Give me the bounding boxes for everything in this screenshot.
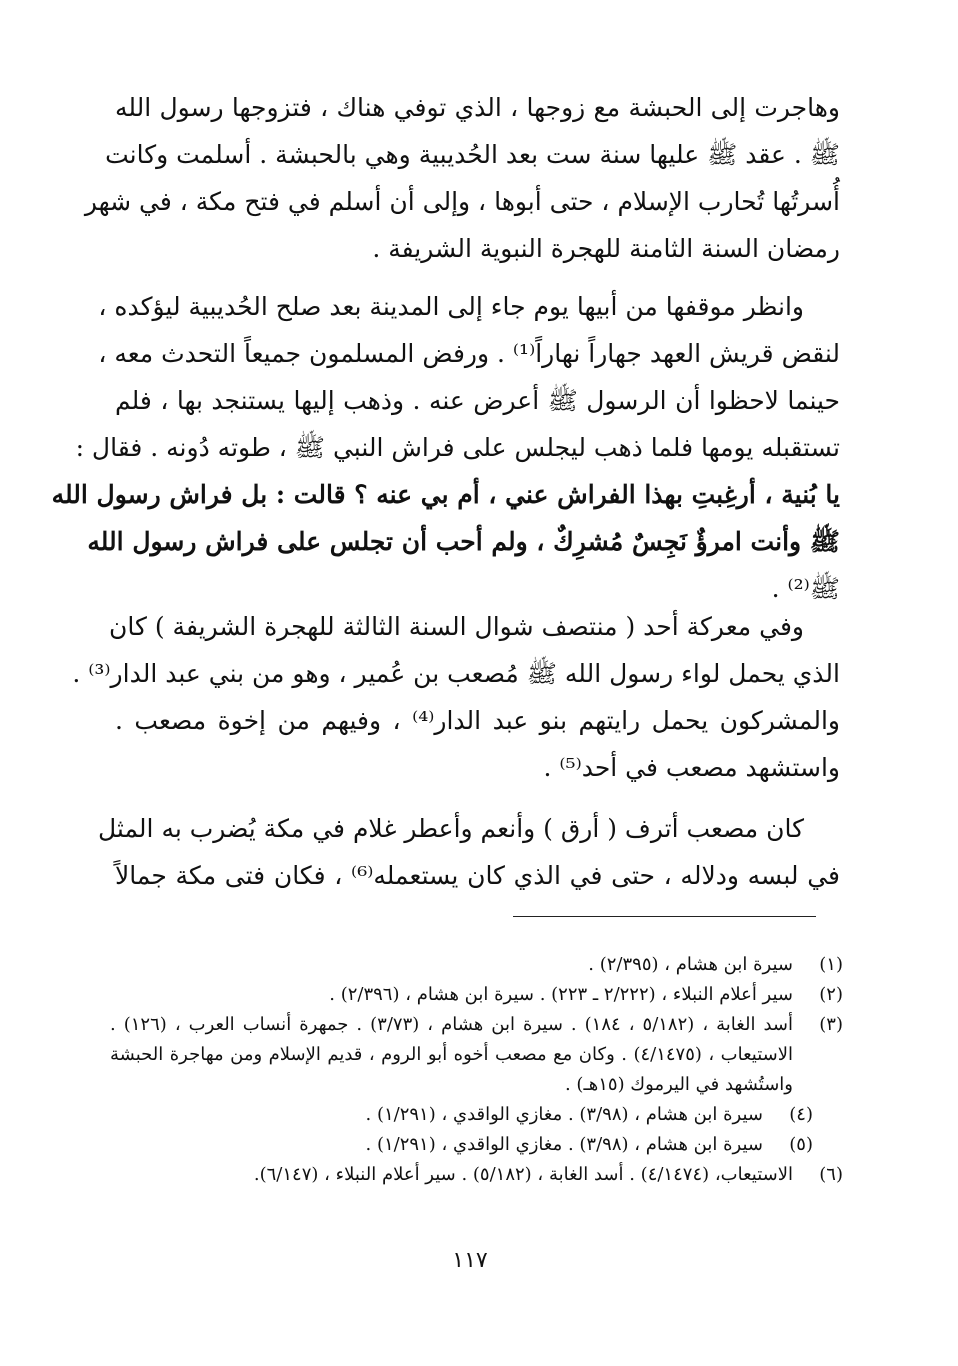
text-line: وانظر موقفها من أبيها يوم جاء إلى المدينة بعد صلح الحُديبية ليؤكده ، <box>98 292 804 321</box>
footnote-item <box>110 1100 843 1130</box>
footnote-item <box>110 980 843 1010</box>
text-line: تستقبله يومها فلما ذهب ليجلس على فراش النبي ﷺ ، طوته دُونه . فقال : <box>75 433 840 462</box>
text-line: ﷺ⁽²⁾ . <box>771 574 840 603</box>
text-line: في لبسه ودلاله ، حتى في الذي كان يستعمله⁽⁶⁾ ، فكان فتى مكة جمالاً <box>115 861 840 890</box>
footnote-item <box>110 1010 843 1100</box>
footnote-number: (٤) <box>789 1104 813 1125</box>
text-line: ﷺ وأنت امرؤٌ نَجِسٌ مُشرِكٌ ، ولم أحب أن تجلس على فراش رسول الله <box>87 527 840 556</box>
footnote-number: (١) <box>819 954 843 975</box>
paragraph-2 <box>51 283 840 612</box>
text-line: أُسرتُها تُحارب الإسلام ، حتى أبوها ، وإلى أن أسلم في فتح مكة ، في شهر <box>84 187 840 216</box>
text-line: ﷺ . عقد ﷺ عليها سنة ست بعد الحُديبية وهي بالحبشة . أسلمت وكانت <box>105 140 840 169</box>
footnote-divider <box>513 916 816 917</box>
text-line: الذي يحمل لواء رسول الله ﷺ مُصعب بن عُمير ، وهو من بني عبد الدار⁽³⁾ . <box>72 659 840 688</box>
footnote-item <box>110 1130 843 1160</box>
footnote-text: الاستيعاب، (٤/١٤٧٤) . أسد الغابة ، (٥/١٨٢) . سير أعلام النبلاء ، (٦/١٤٧). <box>253 1164 793 1185</box>
text-line: رمضان السنة الثامنة للهجرة النبوية الشريفة . <box>372 234 840 263</box>
footnote-number: (٦) <box>819 1164 843 1185</box>
paragraph-3 <box>72 603 840 791</box>
paragraph-4 <box>98 805 840 899</box>
text-line: وهاجرت إلى الحبشة مع زوجها ، الذي توفي هناك ، فتزوجها رسول الله <box>115 93 840 122</box>
text-line: والمشركون يحمل رايتهم بنو عبد الدار⁽⁴⁾ ، وفيهم من إخوة مصعب . <box>115 706 840 735</box>
footnote-number: (٢) <box>819 984 843 1005</box>
footnote-text: سيرة ابن هشام ، (٢/٣٩٥) . <box>588 954 793 975</box>
footnote-text: سيرة ابن هشام ، (٣/٩٨) . مغازي الواقدي ، (١/٢٩١) . <box>365 1134 763 1155</box>
footnote-text: سير أعلام النبلاء ، (٢/٢٢٢ ـ ٢٢٣) . سيرة ابن هشام ، (٢/٣٩٦) . <box>329 984 793 1005</box>
footnote-number: (٥) <box>789 1134 813 1155</box>
footnote-number: (٣) <box>819 1014 843 1035</box>
footnote-item <box>110 1160 843 1190</box>
paragraph-1 <box>84 84 840 272</box>
footnotes <box>110 950 843 1190</box>
footnote-item <box>110 950 843 980</box>
footnote-text: سيرة ابن هشام ، (٣/٩٨) . مغازي الواقدي ، (١/٢٩١) . <box>365 1104 763 1125</box>
text-line: يا بُنية ، أرغِبتِ بهذا الفراش عني ، أم بي عنه ؟ قالت : بل فراش رسول الله <box>51 480 840 509</box>
page-number: ١١٧ <box>452 1248 488 1273</box>
text-line: وفي معركة أحد ( منتصف شوال السنة الثالثة للهجرة الشريفة ) كان <box>109 612 804 641</box>
footnote-text: أسد الغابة ، (٥/١٨٢ ، ١٨٤) . سيرة ابن هشام ، (٣/٧٣) . جمهرة أنساب العرب ، (١٢٦) . الاستيعاب ، (٤/١٤٧٥) . وكان مع مصعب أخوه أبو الروم ، قديم الإسلام ومن مهاجرة الحبشة واستُشهد في اليرموك (١٥هـ) . <box>110 1014 793 1095</box>
text-line: حينما لاحظوا أن الرسول ﷺ أعرض عنه . وذهب إليها يستنجد بها ، فلم <box>115 386 840 415</box>
text-line: كان مصعب أترف ( أرق ) وأنعم وأعطر غلام في مكة يُضرب به المثل <box>98 814 804 843</box>
text-line: واستشهد مصعب في أحد⁽⁵⁾ . <box>543 753 840 782</box>
text-line: لنقض قريش العهد جهاراً نهاراً⁽¹⁾ . ورفض المسلمون جميعاً التحدث معه ، <box>98 339 840 368</box>
